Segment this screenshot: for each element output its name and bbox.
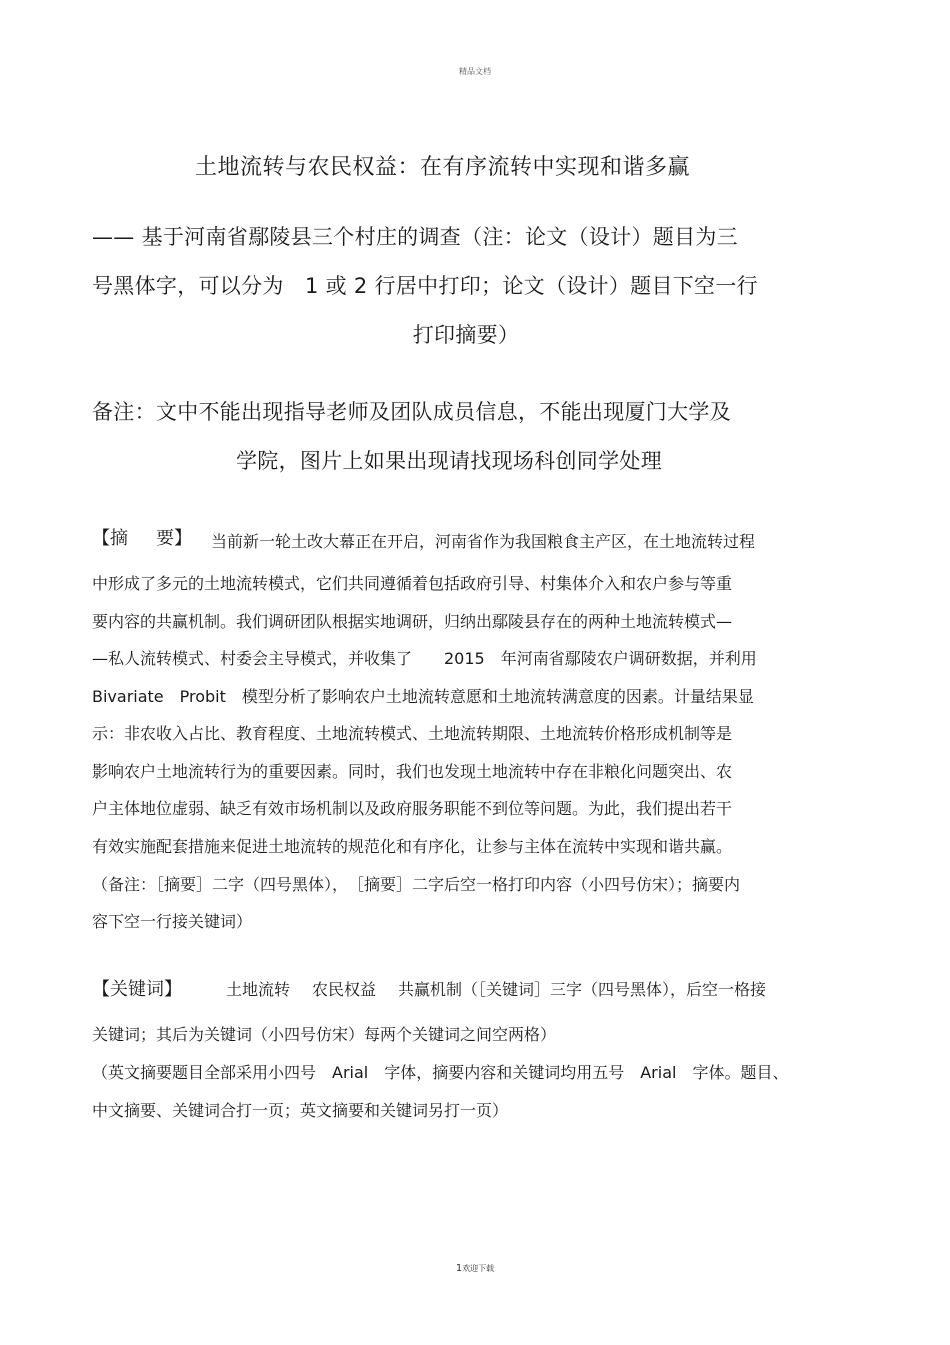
paper-title: 土地流转与农民权益：在有序流转中实现和谐多赢 — [195, 155, 691, 180]
keywords-line-1 — [226, 977, 766, 1000]
subtitle-line-3: 打印摘要） — [412, 323, 520, 347]
abstract-line-3: 要内容的共赢机制。我们调研团队根据实地调研，归纳出鄢陵县存在的两种土地流转模式— — [92, 612, 733, 631]
subtitle-line-2: 号黑体字，可以分为 1 或 2 行居中打印；论文（设计）题目下空一行 — [92, 274, 758, 298]
abstract-line-5: Bivariate Probit 模型分析了影响农户土地流转意愿和土地流转满意度的因素。计量结果显 — [92, 687, 754, 706]
abstract-line-1: 当前新一轮土改大幕正在开启，河南省作为我国粮食主产区，在土地流转过程 — [211, 532, 756, 551]
keywords-note-1: （英文摘要题目全部采用小四号 Arial 字体，摘要内容和关键词均用五号 Arial 字体。题目、 — [92, 1063, 789, 1082]
abstract-label-open: 【摘 — [92, 528, 128, 549]
footer-text: 欢迎下载 — [462, 1264, 495, 1273]
abstract-line-9: 有效实施配套措施来促进土地流转的规范化和有序化，让参与主体在流转中实现和谐共赢。 — [92, 837, 733, 856]
abstract-line-6: 示：非农收入占比、教育程度、土地流转模式、土地流转期限、土地流转价格形成机制等是 — [92, 724, 733, 743]
keyword-3: 共赢机制（［关键词］三字（四号黑体），后空一格接 — [398, 980, 767, 999]
subtitle-line-1: —— 基于河南省鄢陵县三个村庄的调查（注：论文（设计）题目为三 — [92, 225, 738, 249]
keyword-2: 农民权益 — [312, 980, 377, 999]
keywords-note-2: 中文摘要、关键词合打一页；英文摘要和关键词另打一页） — [92, 1101, 509, 1120]
keywords-line-2: 关键词；其后为关键词（小四号仿宋）每两个关键词之间空两格） — [92, 1025, 557, 1044]
abstract-label-close: 要】 — [156, 528, 192, 549]
abstract-line-2: 中形成了多元的土地流转模式，它们共同遵循着包括政府引导、村集体介入和农户参与等重 — [92, 574, 733, 593]
page-number: 1 — [455, 1263, 463, 1274]
abstract-label — [92, 524, 192, 550]
abstract-note-1: （备注：［摘要］二字（四号黑体）， ［摘要］二字后空一格打印内容（小四号仿宋）；摘要内 — [92, 875, 741, 894]
abstract-line-4: —私人流转模式、村委会主导模式，并收集了 2015 年河南省鄢陵农户调研数据，并利用 — [92, 649, 757, 668]
keywords-label: 【关键词】 — [92, 979, 182, 1000]
abstract-note-2: 容下空一行接关键词） — [92, 912, 253, 931]
page-footer — [0, 1263, 950, 1274]
header-watermark: 精品文档 — [459, 67, 491, 76]
remark-line-2: 学院，图片上如果出现请找现场科创同学处理 — [236, 449, 662, 473]
abstract-line-7: 影响农户土地流转行为的重要因素。同时，我们也发现土地流转中存在非粮化问题突出、农 — [92, 762, 733, 781]
keyword-1: 土地流转 — [226, 980, 291, 999]
remark-line-1: 备注：文中不能出现指导老师及团队成员信息，不能出现厦门大学及 — [92, 400, 731, 424]
abstract-line-8: 户主体地位虚弱、缺乏有效市场机制以及政府服务职能不到位等问题。为此，我们提出若干 — [92, 799, 733, 818]
